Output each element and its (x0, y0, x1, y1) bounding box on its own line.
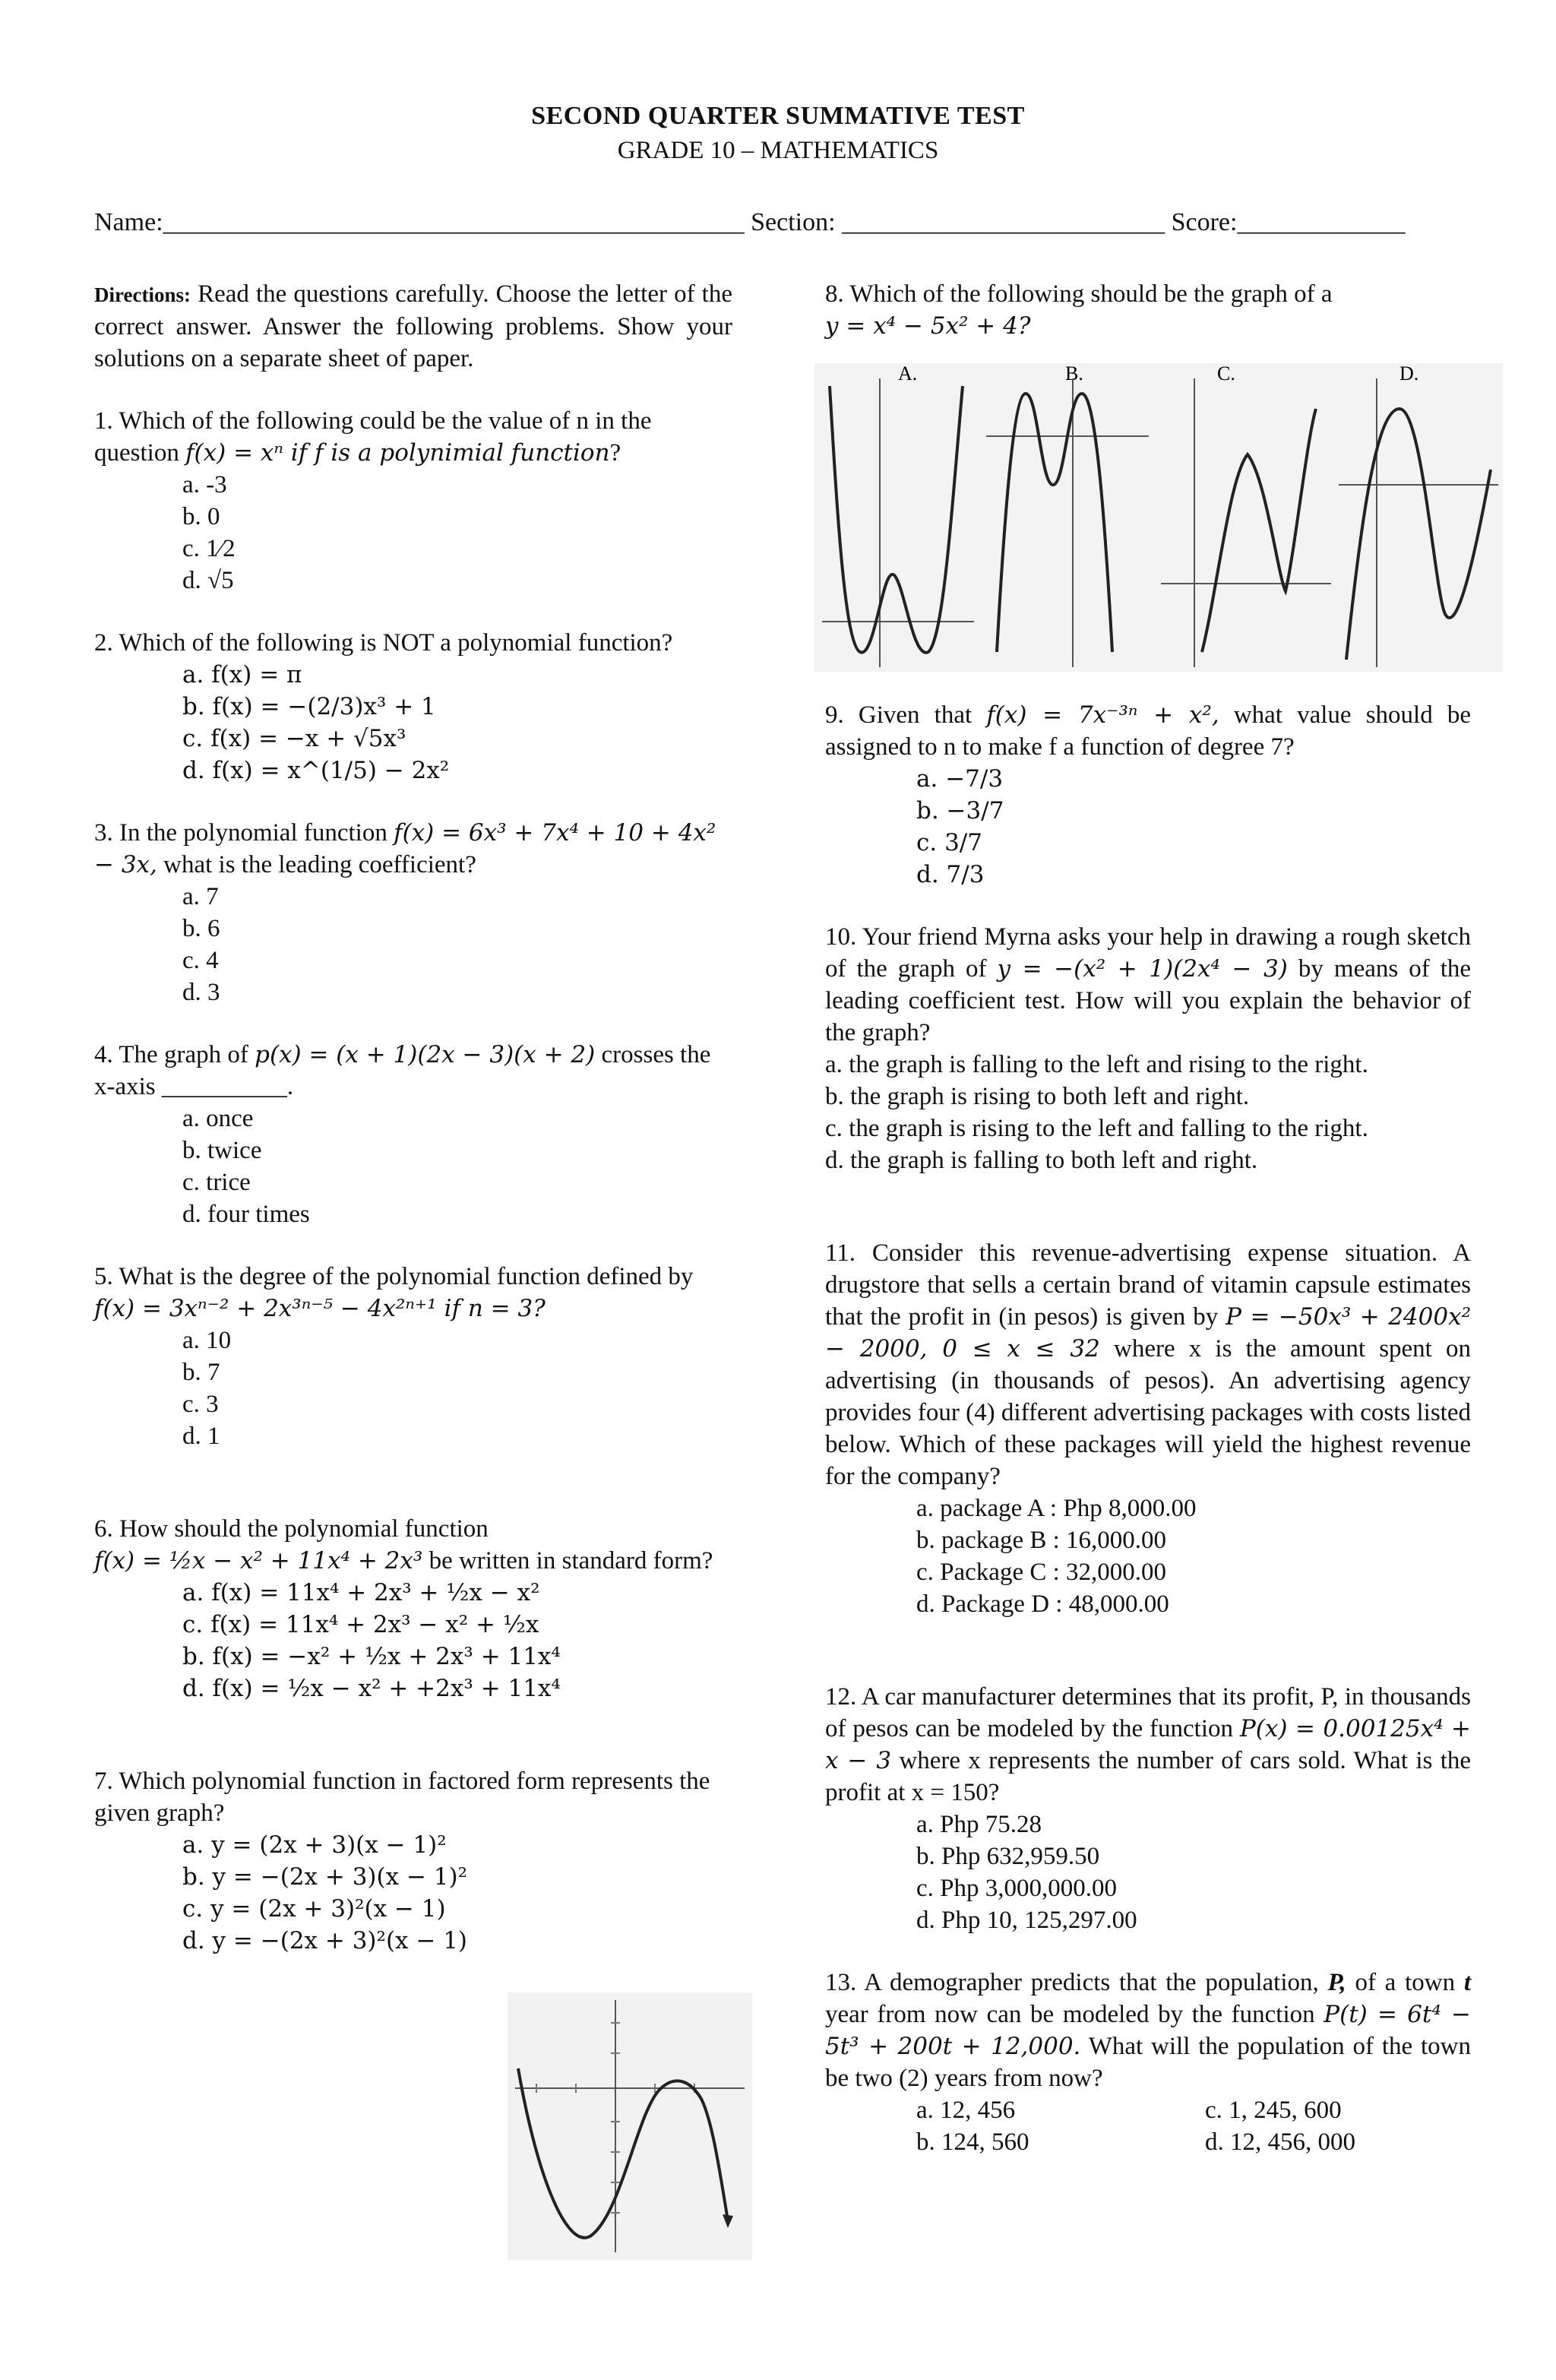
question-13 (825, 1967, 1471, 2094)
q12-option-b[interactable]: b. Php 632,959.50 (916, 1843, 1100, 1870)
question-3 (94, 817, 732, 881)
q13-option-c[interactable]: c. 1, 245, 600 (1205, 2097, 1342, 2124)
question-11-stem-b: where x is the amount spent on advertising (in thousands of pesos). An advertising agency provides four (4) different advertising packages with costs listed below. Which of these packages will yield the highest revenue for the company? (825, 1335, 1471, 1490)
question-10 (825, 921, 1471, 1049)
q7-graph-image (508, 1992, 752, 2260)
q4-option-a[interactable]: a. once (182, 1105, 254, 1132)
name-field-label: Name:_____________________________________________ (94, 208, 745, 236)
q1-option-a[interactable]: a. -3 (182, 471, 227, 498)
name-section-score-row (94, 208, 1462, 237)
question-7: 7. Which polynomial function in factored form represents the given graph? (94, 1768, 710, 1827)
q8-graph-c-label: C. (1217, 363, 1235, 385)
question-11-stem-a: 11. Consider this revenue-advertising expense situation. A drugstore that sells a certain brand of vitamin capsule estimates that the profit in (in pesos) is given by (825, 1239, 1471, 1331)
question-1-math: f(x) = xⁿ if f is a polynimial function (185, 439, 610, 467)
section-field-label: Section: _________________________ (751, 208, 1165, 236)
question-4-stem-a: 4. The graph of (94, 1041, 248, 1068)
question-13-math: P(t) = 6t⁴ − 5t³ + 200t + 12,000. (825, 2001, 1471, 2060)
question-8-math: y = x⁴ − 5x² + 4? (825, 312, 1031, 340)
right-column (825, 278, 1471, 342)
question-12-stem-a: 12. A car manufacturer determines that its profit, P, in thousands of pesos can be modeled by the function (825, 1683, 1471, 1742)
q11-option-a[interactable]: a. package A : Php 8,000.00 (916, 1495, 1197, 1522)
question-8 (825, 278, 1471, 342)
q3-option-d[interactable]: d. 3 (182, 979, 220, 1006)
directions-label: Directions: (94, 283, 191, 306)
question-2: 2. Which of the following is NOT a polynomial function? (94, 629, 673, 657)
question-9-stem-a: 9. Given that (825, 701, 972, 729)
question-6 (94, 1513, 732, 1577)
question-4-stem-b: crosses the x-axis __________. (94, 1041, 711, 1100)
question-10-stem-a: 10. Your friend Myrna asks your help in drawing a rough sketch of the graph of (825, 923, 1471, 983)
question-5 (94, 1261, 732, 1325)
question-5-stem-a: 5. What is the degree of the polynomial function defined by (94, 1263, 694, 1290)
question-13-stem-b: of a town (1355, 1969, 1456, 1996)
left-column (94, 278, 732, 1957)
q8-graph-a-label: A. (898, 363, 918, 385)
question-1: 1. Which of the following could be the value of n in the question f(x) = xⁿ if f is a polynimial function? (94, 407, 652, 467)
q12-option-d[interactable]: d. Php 10, 125,297.00 (916, 1907, 1137, 1934)
q6-option-b[interactable]: b. f(x) = −x² + ½x + 2x³ + 11x⁴ (182, 1643, 561, 1670)
q7-option-c[interactable]: c. y = (2x + 3)²(x − 1) (182, 1895, 446, 1923)
q5-option-c[interactable]: c. 3 (182, 1391, 219, 1418)
directions (94, 278, 732, 375)
q6-option-c[interactable]: c. f(x) = 11x⁴ + 2x³ − x² + ½x (182, 1611, 539, 1638)
question-11 (825, 1237, 1471, 1492)
question-9-stem-b: what value should be assigned to n to make f a function of degree 7? (825, 701, 1471, 761)
page-title: SECOND QUARTER SUMMATIVE TEST (531, 102, 1025, 130)
question-9 (825, 699, 1471, 763)
q5-option-a[interactable]: a. 10 (182, 1327, 232, 1354)
q13-option-d[interactable]: d. 12, 456, 000 (1205, 2128, 1355, 2156)
q13-options-row-1 (825, 2094, 1471, 2126)
q11-option-b[interactable]: b. package B : 16,000.00 (916, 1527, 1167, 1554)
q1-option-c[interactable]: c. 1⁄2 (182, 535, 236, 562)
page-subtitle: GRADE 10 – MATHEMATICS (617, 137, 939, 164)
question-10-math: y = −(x² + 1)(2x⁴ − 3) (997, 955, 1288, 983)
q2-option-a[interactable]: a. f(x) = π (182, 661, 302, 688)
q1-option-d[interactable]: d. √5 (182, 567, 234, 594)
question-13-stem-c: year from now can be modeled by the function (825, 2001, 1315, 2028)
question-13-p: P, (1327, 1969, 1346, 1996)
right-column-lower (825, 699, 1471, 2158)
question-13-t: t (1463, 1969, 1472, 1996)
q12-option-c[interactable]: c. Php 3,000,000.00 (916, 1875, 1117, 1902)
q9-option-c[interactable]: c. 3/7 (916, 829, 982, 856)
q9-option-a[interactable]: a. −7/3 (916, 765, 1004, 793)
q11-option-c[interactable]: c. Package C : 32,000.00 (916, 1559, 1167, 1586)
question-3-stem-b: what is the leading coefficient? (163, 851, 476, 878)
score-field-label: Score:_____________ (1171, 208, 1406, 236)
question-3-math: f(x) = 6x³ + 7x⁴ + 10 + 4x² − 3x, (94, 819, 716, 878)
q8-graph-options (814, 363, 1503, 672)
question-9-math: f(x) = 7x⁻³ⁿ + x², (986, 701, 1219, 729)
q10-option-a[interactable]: a. the graph is falling to the left and rising to the right. (825, 1051, 1368, 1078)
question-12-stem-b: where x represents the number of cars sold. What is the profit at x = 150? (825, 1747, 1472, 1806)
q4-option-c[interactable]: c. trice (182, 1169, 251, 1196)
q1-option-b[interactable]: b. 0 (182, 503, 220, 530)
q2-option-b[interactable]: b. f(x) = −(2/3)x³ + 1 (182, 693, 436, 720)
question-6-stem-a: 6. How should the polynomial function (94, 1515, 489, 1543)
question-4 (94, 1039, 732, 1103)
question-11-math: P = −50x³ + 2400x² − 2000, 0 ≤ x ≤ 32 (825, 1303, 1472, 1362)
q2-option-d[interactable]: d. f(x) = x^(1/5) − 2x² (182, 757, 450, 784)
q5-option-d[interactable]: d. 1 (182, 1423, 220, 1450)
q7-option-d[interactable]: d. y = −(2x + 3)²(x − 1) (182, 1927, 468, 1954)
directions-text: Read the questions carefully. Choose the letter of the correct answer. Answer the following problems. Show your solutions on a separate sheet of paper. (94, 280, 733, 372)
q9-option-d[interactable]: d. 7/3 (916, 861, 985, 888)
question-5-math: f(x) = 3xⁿ⁻² + 2x³ⁿ⁻⁵ − 4x²ⁿ⁺¹ if n = 3? (94, 1295, 546, 1322)
question-10-stem-b: by means of the leading coefficient test. How will you explain the behavior of the graph? (825, 955, 1472, 1046)
q8-graph-d-label: D. (1399, 363, 1419, 385)
q13-option-a[interactable]: a. 12, 456 (916, 2097, 1016, 2124)
question-4-math: p(x) = (x + 1)(2x − 3)(x + 2) (255, 1041, 596, 1068)
question-6-math: f(x) = ½x − x² + 11x⁴ + 2x³ (94, 1547, 423, 1575)
q2-option-c[interactable]: c. f(x) = −x + √5x³ (182, 725, 406, 752)
q10-option-d[interactable]: d. the graph is falling to both left and right. (825, 1147, 1258, 1174)
q4-option-b[interactable]: b. twice (182, 1137, 262, 1164)
q4-option-d[interactable]: d. four times (182, 1201, 310, 1228)
q7-option-a[interactable]: a. y = (2x + 3)(x − 1)² (182, 1831, 447, 1859)
question-1-stem: 1. Which of the following could be the value of n in the question (94, 407, 652, 467)
question-13-stem-a: 13. A demographer predicts that the population, (825, 1969, 1319, 1996)
q3-option-b[interactable]: b. 6 (182, 915, 220, 942)
q3-option-a[interactable]: a. 7 (182, 883, 219, 910)
question-3-stem-a: 3. In the polynomial function (94, 819, 387, 847)
q13-options-row-2 (825, 2126, 1471, 2158)
q6-option-a[interactable]: a. f(x) = 11x⁴ + 2x³ + ½x − x² (182, 1579, 540, 1606)
q9-option-b[interactable]: b. −3/7 (916, 797, 1004, 824)
q10-option-c[interactable]: c. the graph is rising to the left and falling to the right. (825, 1115, 1368, 1142)
q8-graph-b-label: B. (1065, 363, 1083, 385)
q11-option-d[interactable]: d. Package D : 48,000.00 (916, 1590, 1169, 1618)
question-12-math: P(x) = 0.00125x⁴ + x − 3 (825, 1715, 1472, 1774)
q10-option-b[interactable]: b. the graph is rising to both left and right. (825, 1083, 1250, 1110)
question-12 (825, 1681, 1471, 1809)
question-6-stem-b: be written in standard form? (429, 1547, 713, 1575)
question-13-stem-d: What will the population of the town be two (2) years from now? (825, 2033, 1471, 2092)
q5-option-b[interactable]: b. 7 (182, 1359, 220, 1386)
q13-option-b[interactable]: b. 124, 560 (916, 2128, 1029, 2156)
q7-option-b[interactable]: b. y = −(2x + 3)(x − 1)² (182, 1863, 468, 1891)
q3-option-c[interactable]: c. 4 (182, 947, 219, 974)
q6-option-d[interactable]: d. f(x) = ½x − x² + +2x³ + 11x⁴ (182, 1675, 561, 1702)
question-8-stem: 8. Which of the following should be the graph of a (825, 280, 1333, 308)
q12-option-a[interactable]: a. Php 75.28 (916, 1811, 1042, 1838)
